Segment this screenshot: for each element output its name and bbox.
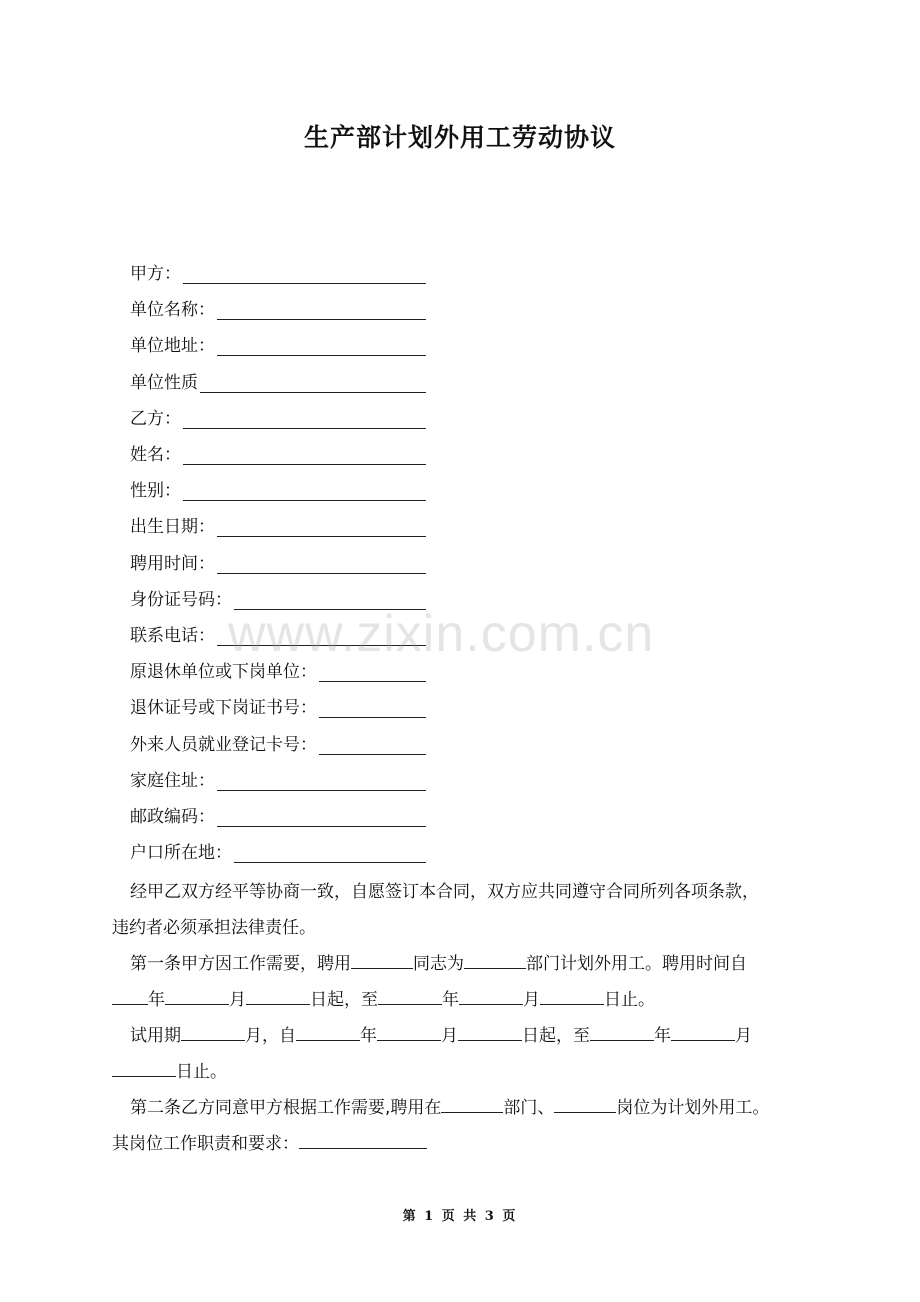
field-row xyxy=(130,551,426,577)
blank-line[interactable] xyxy=(165,988,229,1005)
field-row xyxy=(130,732,426,758)
article-1-text: 日止。 xyxy=(604,990,655,1010)
field-blank-line[interactable] xyxy=(319,663,426,682)
field-row xyxy=(130,659,426,685)
blank-line[interactable] xyxy=(181,1024,245,1041)
article-2 xyxy=(112,1090,828,1162)
field-label: 退休证号或下岗证书号： xyxy=(130,698,317,718)
page-footer: 第 1 页 共 3 页 xyxy=(402,1209,518,1224)
field-row xyxy=(130,587,426,613)
field-row xyxy=(130,261,426,287)
field-label: 性别： xyxy=(130,481,181,501)
field-blank-line[interactable] xyxy=(217,772,426,791)
field-blank-line[interactable] xyxy=(217,301,426,320)
article-1-text: 年 xyxy=(442,990,459,1010)
probation-text: 日起，至 xyxy=(522,1026,590,1046)
watermark: www.zixin.com.cn xyxy=(228,605,655,663)
field-row xyxy=(130,840,426,866)
field-label: 单位名称： xyxy=(130,300,215,320)
article-2-text: 岗位为计划外用工。 xyxy=(616,1098,770,1118)
field-row xyxy=(130,406,426,432)
field-label: 身份证号码： xyxy=(130,590,232,610)
probation-text: 年 xyxy=(360,1026,377,1046)
article-1-text: 部门计划外用工。聘用时间自 xyxy=(526,954,747,974)
field-row xyxy=(130,478,426,504)
field-label: 邮政编码： xyxy=(130,807,215,827)
field-label: 原退休单位或下岗单位： xyxy=(130,662,317,682)
article-1-text: 月 xyxy=(523,990,540,1010)
probation-line-1 xyxy=(112,1018,828,1054)
field-row xyxy=(130,804,426,830)
blank-line[interactable] xyxy=(441,1096,503,1113)
intro-line-1: 经甲乙双方经平等协商一致，自愿签订本合同，双方应共同遵守合同所列各项条款， xyxy=(130,882,759,902)
field-label: 联系电话： xyxy=(130,626,215,646)
article-1-text: 第一条甲方因工作需要，聘用 xyxy=(130,954,351,974)
field-blank-line[interactable] xyxy=(217,518,426,537)
field-blank-line[interactable] xyxy=(217,555,426,574)
probation-text: 月 xyxy=(441,1026,458,1046)
field-label: 乙方： xyxy=(130,409,181,429)
blank-line[interactable] xyxy=(554,1096,616,1113)
intro-line-2: 违约者必须承担法律责任。 xyxy=(112,918,316,938)
field-blank-line[interactable] xyxy=(183,446,426,465)
field-blank-line[interactable] xyxy=(183,410,426,429)
article-2-text: 第二条乙方同意甲方根据工作需要,聘用在 xyxy=(130,1098,442,1118)
article-2-line-1 xyxy=(112,1090,828,1126)
field-label: 单位地址： xyxy=(130,336,215,356)
field-blank-line[interactable] xyxy=(319,736,426,755)
field-blank-line[interactable] xyxy=(217,627,426,646)
probation-text: 试用期 xyxy=(130,1026,181,1046)
blank-line[interactable] xyxy=(590,1024,654,1041)
article-1-line-2 xyxy=(112,982,828,1018)
field-label: 出生日期： xyxy=(130,517,215,537)
probation-text: 年 xyxy=(654,1026,671,1046)
blank-line[interactable] xyxy=(378,988,442,1005)
field-row xyxy=(130,768,426,794)
article-1-text: 年 xyxy=(148,990,165,1010)
field-label: 甲方： xyxy=(130,264,181,284)
field-row xyxy=(130,623,426,649)
field-blank-line[interactable] xyxy=(183,482,426,501)
blank-line[interactable] xyxy=(459,988,523,1005)
field-blank-line[interactable] xyxy=(200,374,426,393)
article-1 xyxy=(112,946,828,1018)
blank-line[interactable] xyxy=(671,1024,735,1041)
field-row xyxy=(130,297,426,323)
field-label: 外来人员就业登记卡号： xyxy=(130,735,317,755)
blank-line[interactable] xyxy=(112,1060,176,1077)
blank-line[interactable] xyxy=(246,988,310,1005)
blank-line[interactable] xyxy=(377,1024,441,1041)
field-label: 户口所在地： xyxy=(130,843,232,863)
intro-paragraph xyxy=(112,874,828,946)
field-label: 单位性质 xyxy=(130,373,198,393)
article-1-text: 日起，至 xyxy=(310,990,378,1010)
field-row xyxy=(130,333,426,359)
field-label: 聘用时间： xyxy=(130,554,215,574)
blank-line[interactable] xyxy=(458,1024,522,1041)
field-blank-line[interactable] xyxy=(234,844,426,863)
field-blank-line[interactable] xyxy=(217,808,426,827)
article-1-text: 同志为 xyxy=(413,954,464,974)
blank-line[interactable] xyxy=(540,988,604,1005)
blank-line[interactable] xyxy=(296,1024,360,1041)
field-row xyxy=(130,514,426,540)
article-2-text: 部门、 xyxy=(503,1098,555,1118)
blank-line[interactable] xyxy=(464,952,526,969)
article-1-line-1 xyxy=(112,946,828,982)
probation-text: 月 xyxy=(735,1026,752,1046)
document-title: 生产部计划外用工劳动协议 xyxy=(303,123,616,152)
blank-line[interactable] xyxy=(112,988,148,1005)
article-2-line-2 xyxy=(112,1126,828,1162)
field-label: 姓名： xyxy=(130,445,181,465)
blank-line[interactable] xyxy=(351,952,413,969)
probation-paragraph xyxy=(112,1018,828,1090)
field-label: 家庭住址： xyxy=(130,771,215,791)
probation-text: 日止。 xyxy=(176,1062,227,1082)
field-blank-line[interactable] xyxy=(319,699,426,718)
blank-line[interactable] xyxy=(299,1132,427,1149)
probation-text: 月，自 xyxy=(245,1026,296,1046)
field-blank-line[interactable] xyxy=(183,265,426,284)
field-row xyxy=(130,442,426,468)
article-1-text: 月 xyxy=(229,990,246,1010)
probation-line-2 xyxy=(112,1054,828,1090)
field-blank-line[interactable] xyxy=(217,337,426,356)
article-2-text: 其岗位工作职责和要求： xyxy=(112,1134,299,1154)
field-row xyxy=(130,695,426,721)
field-blank-line[interactable] xyxy=(234,591,426,610)
field-row xyxy=(130,370,426,396)
